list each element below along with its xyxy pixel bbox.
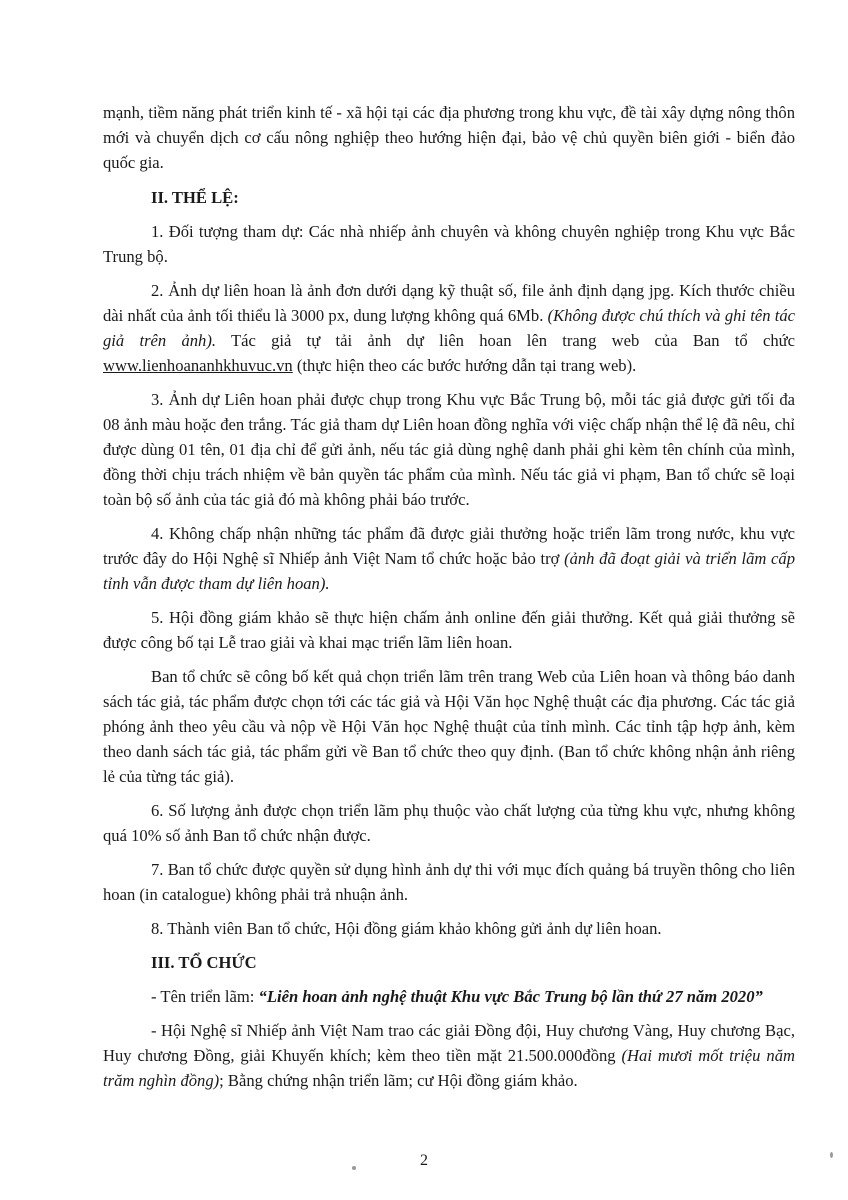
paragraph-intro-continuation: mạnh, tiềm năng phát triển kinh tế - xã hội tại các địa phương trong khu vực, đề tài xây dựng nông thôn mới và chuyển dịch cơ cấu nông nghiệp theo hướng hiện đại, bảo vệ chủ quyền biên giới - biển đảo quốc gia.	[103, 103, 795, 172]
exhibition-name-paragraph	[103, 984, 795, 1009]
rule-4-paragraph	[103, 521, 795, 596]
document-body	[103, 100, 795, 1102]
website-link[interactable]: www.lienhoananhkhuvuc.vn	[103, 356, 293, 375]
awards-amount-words: (Hai mươi mốt triệu năm trăm nghìn đồng)	[103, 1046, 795, 1090]
awards-paragraph	[103, 1018, 795, 1093]
rule-4-note: (ảnh đã đoạt giải và triển lãm cấp tỉnh vẫn được tham dự liên hoan).	[103, 549, 795, 593]
scan-speck	[830, 1152, 833, 1158]
rule-8-paragraph: 8. Thành viên Ban tổ chức, Hội đồng giám khảo không gửi ảnh dự liên hoan.	[151, 919, 662, 938]
rule-3-paragraph: 3. Ảnh dự Liên hoan phải được chụp trong Khu vực Bắc Trung bộ, mỗi tác giả được gửi tối đa 08 ảnh màu hoặc đen trắng. Tác giả tham dự Liên hoan đồng nghĩa với việc chấp nhận thể lệ đã nêu, chỉ được dùng 01 tên, 01 địa chỉ để gửi ảnh, nếu tác giả dùng nghệ danh phải ghi kèm tên chính của mình, đồng thời chịu trách nhiệm về bản quyền tác phẩm của mình. Nếu tác giả vi phạm, Ban tổ chức sẽ loại toàn bộ số ảnh của tác giả đó mà không phải báo trước.	[103, 390, 795, 509]
rule-5-paragraph: 5. Hội đồng giám khảo sẽ thực hiện chấm ảnh online đến giải thưởng. Kết quả giải thưởng sẽ được công bố tại Lễ trao giải và khai mạc triển lãm liên hoan.	[103, 608, 795, 652]
awards-text: - Hội Nghệ sĩ Nhiếp ảnh Việt Nam trao các giải Đồng đội, Huy chương Vàng, Huy chương Bạc, Huy chương Đồng, giải Khuyến khích; kèm theo tiền mặt 21.500.000đồng	[103, 1021, 795, 1065]
rule-2-note: (Không được chú thích và ghi tên tác giả trên ảnh).	[103, 306, 796, 350]
rule-2-paragraph	[103, 278, 795, 378]
awards-text-end: ; Bằng chứng nhận triển lãm; cư Hội đồng giám khảo.	[219, 1071, 578, 1090]
rule-6-paragraph: 6. Số lượng ảnh được chọn triển lãm phụ thuộc vào chất lượng của từng khu vực, nhưng không quá 10% số ảnh Ban tổ chức nhận được.	[103, 801, 795, 845]
exhibition-name-label: - Tên triển lãm:	[151, 987, 259, 1006]
rule-4-text: 4. Không chấp nhận những tác phẩm đã được giải thưởng hoặc triển lãm trong nước, khu vực trước đây do Hội Nghệ sĩ Nhiếp ảnh Việt Nam tổ chức hoặc bảo trợ	[103, 524, 795, 568]
scan-speck	[352, 1166, 356, 1170]
section-heading-organization: III. TỔ CHỨC	[151, 953, 257, 972]
section-heading-rules: II. THỂ LỆ:	[151, 188, 239, 207]
rule-2-text: 2. Ảnh dự liên hoan là ảnh đơn dưới dạng kỹ thuật số, file ảnh định dạng jpg. Kích thước chiều dài nhất của ảnh tối thiểu là 3000 px, dung lượng không quá 6Mb.	[103, 281, 795, 325]
rule-2-text-end: (thực hiện theo các bước hướng dẫn tại trang web).	[292, 356, 637, 375]
rule-1-paragraph: 1. Đối tượng tham dự: Các nhà nhiếp ảnh chuyên và không chuyên nghiệp trong Khu vực Bắc Trung bộ.	[103, 222, 795, 266]
rule-7-paragraph: 7. Ban tổ chức được quyền sử dụng hình ảnh dự thi với mục đích quảng bá truyền thông cho liên hoan (in catalogue) không phải trả nhuận ảnh.	[103, 860, 795, 904]
exhibition-name-title: “Liên hoan ảnh nghệ thuật Khu vực Bắc Trung bộ lần thứ 27 năm 2020”	[258, 987, 763, 1006]
rule-2-text-cont: Tác giả tự tải ảnh dự liên hoan lên trang web của Ban tổ chức	[216, 331, 795, 350]
page-number: 2	[420, 1152, 428, 1169]
rule-5-announcement-paragraph: Ban tổ chức sẽ công bố kết quả chọn triển lãm trên trang Web của Liên hoan và thông báo danh sách tác giả, tác phẩm được chọn tới các tác giả và Hội Văn học Nghệ thuật các địa phương. Các tác giả phóng ảnh theo yêu cầu và nộp về Hội Văn học Nghệ thuật của tỉnh mình. Các tỉnh tập hợp ảnh, kèm theo danh sách tác giả, tác phẩm gửi về Ban tổ chức theo quy định. (Ban tổ chức không nhận ảnh riêng lẻ của từng tác giả).	[103, 667, 795, 786]
